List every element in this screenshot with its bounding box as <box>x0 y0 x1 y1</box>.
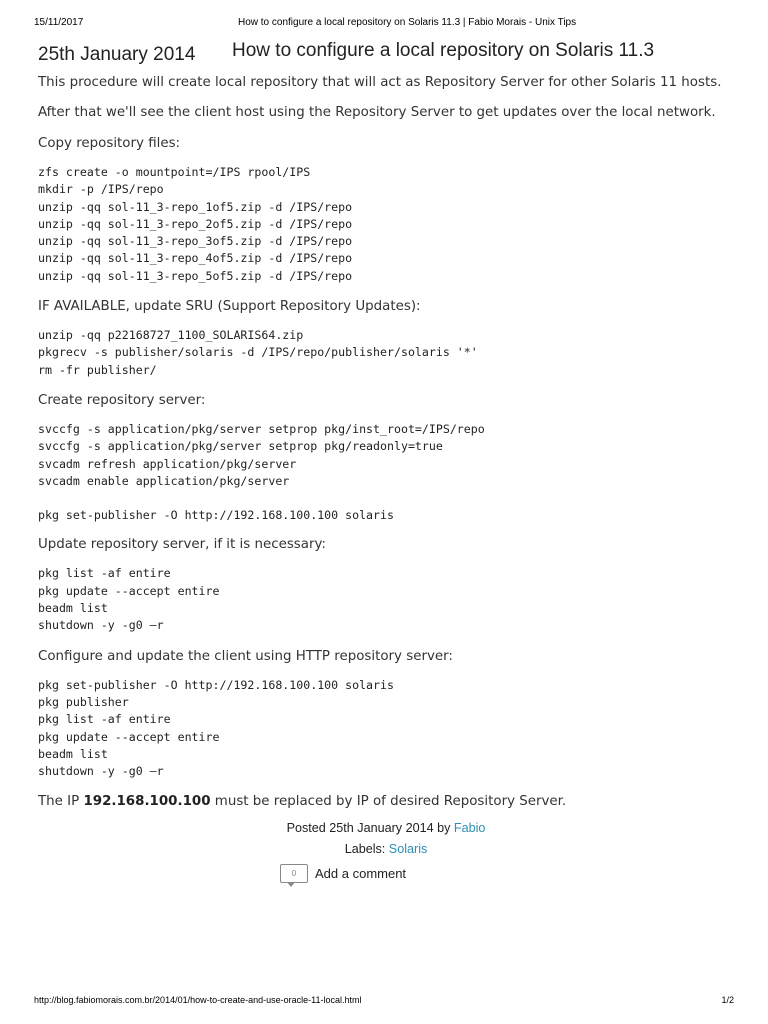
post-title[interactable]: How to configure a local repository on Solaris 11.3 <box>232 40 655 61</box>
intro-paragraph-2: After that we'll see the client host using the Repository Server to get updates over the local network. <box>38 105 716 120</box>
ip-note-prefix: The IP <box>38 794 84 810</box>
posted-prefix: Posted 25th January 2014 by <box>286 821 454 836</box>
code-block-create-server: svccfg -s application/pkg/server setprop pkg/inst_root=/IPS/repo svccfg -s application/pkg/server setprop pkg/readonly=true svcadm refresh application/pkg/server svcadm enable application/pkg/server <box>38 421 485 488</box>
print-url: http://blog.fabiomorais.com.br/2014/01/how-to-create-and-use-oracle-11-local.html <box>34 995 362 1005</box>
code-block-copy: zfs create -o mountpoint=/IPS rpool/IPS mkdir -p /IPS/repo unzip -qq sol-11_3-repo_1of5.zip -d /IPS/repo unzip -qq sol-11_3-repo_2of5.zip -d /IPS/repo unzip -qq sol-11_3-repo_3of5.zip -d /IPS/repo unzip -qq sol-11_3-repo_4of5.zip -d /IPS/repo unzip -qq sol-11_3-repo_5of5.zip -d /IPS/repo <box>38 165 353 283</box>
post-footer-labels <box>38 842 734 856</box>
comment-bubble-tail-icon <box>287 882 295 887</box>
post-content <box>38 40 734 856</box>
print-date: 15/11/2017 <box>34 17 84 28</box>
post-footer-posted <box>38 821 734 835</box>
comment-count-icon[interactable]: 0 <box>280 864 308 883</box>
ip-note-suffix: must be replaced by IP of desired Repository Server. <box>210 794 567 810</box>
intro-paragraph: This procedure will create local repository that will act as Repository Server for other Solaris 11 hosts. <box>38 75 722 90</box>
post-date: 25th January 2014 <box>38 44 196 65</box>
code-line-set-publisher: pkg set-publisher -O http://192.168.100.100 solaris <box>38 508 394 523</box>
add-comment-row[interactable] <box>280 864 480 888</box>
code-block-client: pkg set-publisher -O http://192.168.100.100 solaris pkg publisher pkg list -af entire pkg update --accept entire beadm list shutdown -y -g0 –r <box>38 677 394 779</box>
code-block-sru: unzip -qq p22168727_1100_SOLARIS64.zip pkgrecv -s publisher/solaris -d /IPS/repo/publisher/solaris '*' rm -fr publisher/ <box>38 328 478 377</box>
section-label-sru: IF AVAILABLE, update SRU (Support Repository Updates): <box>38 299 421 315</box>
code-block-update-server: pkg list -af entire pkg update --accept entire beadm list shutdown -y -g0 –r <box>38 566 220 633</box>
print-title: How to configure a local repository on Solaris 11.3 | Fabio Morais - Unix Tips <box>238 17 577 28</box>
section-label-update-server: Update repository server, if it is necessary: <box>38 537 326 553</box>
post-header <box>38 40 734 70</box>
ip-note <box>38 792 734 811</box>
print-page-number: 1/2 <box>721 995 734 1005</box>
label-link-solaris[interactable]: Solaris <box>388 842 428 857</box>
add-comment-link[interactable]: Add a comment <box>315 866 407 881</box>
section-label-create-server: Create repository server: <box>38 392 206 408</box>
labels-prefix: Labels: <box>344 842 389 857</box>
section-label-copy: Copy repository files: <box>38 136 181 151</box>
ip-address: 192.168.100.100 <box>83 794 211 810</box>
section-label-client: Configure and update the client using HTTP repository server: <box>38 648 453 664</box>
author-link[interactable]: Fabio <box>453 821 486 836</box>
